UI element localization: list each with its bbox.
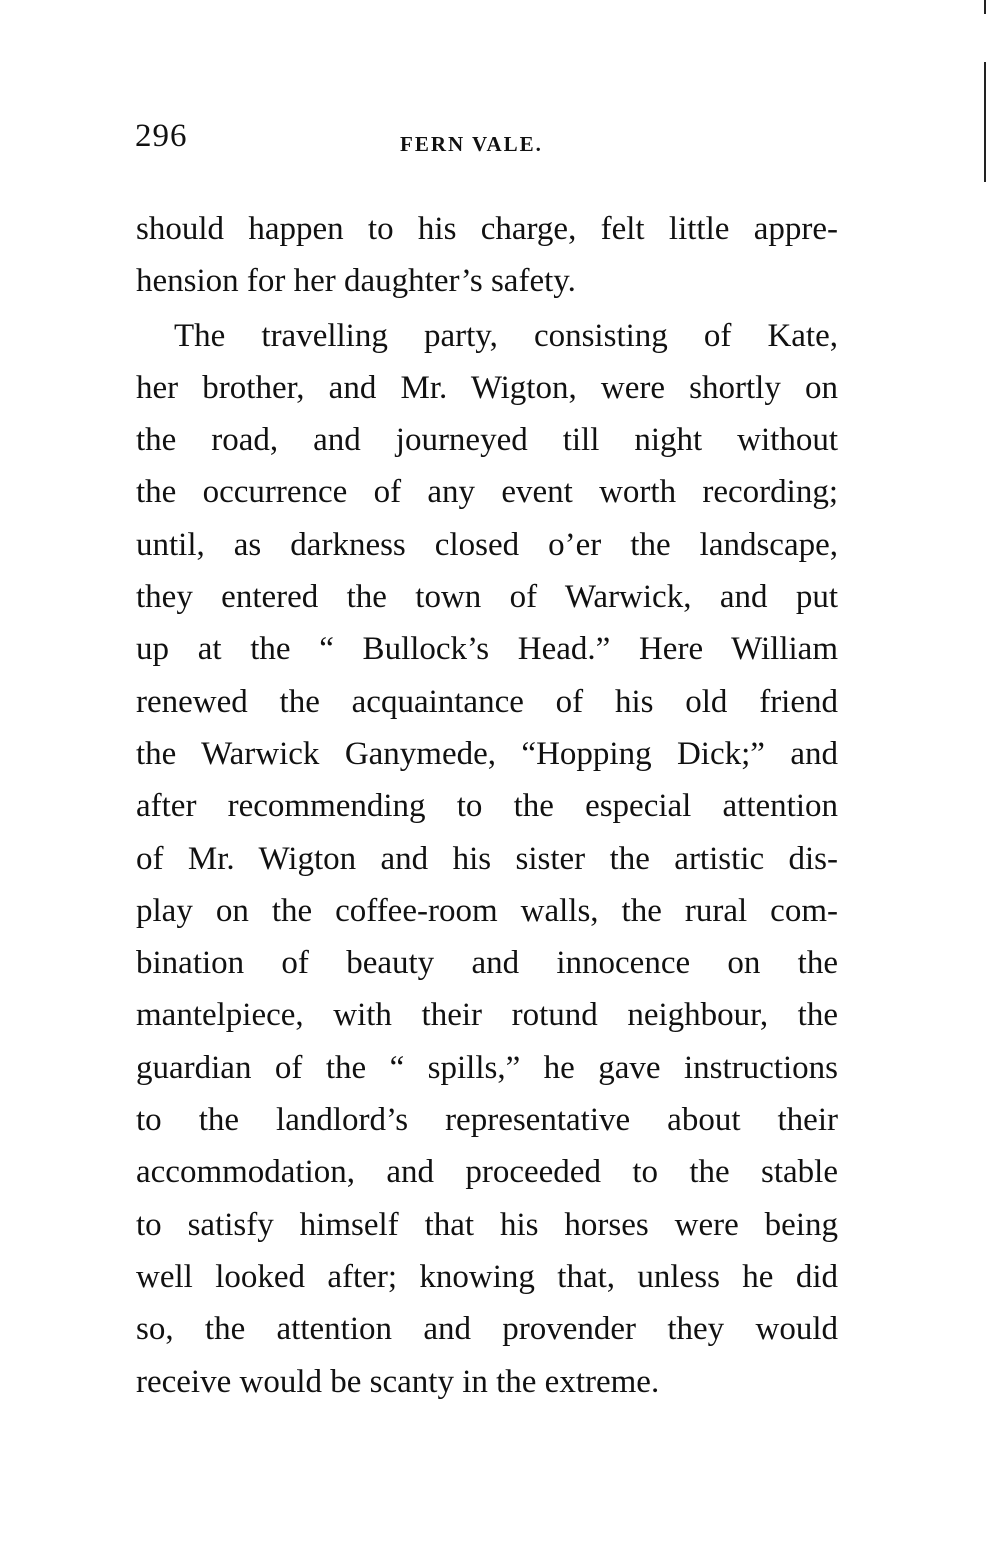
text-line: should happen to his charge, felt little appre- bbox=[136, 211, 838, 247]
text-line: they entered the town of Warwick, and put bbox=[136, 579, 838, 616]
scan-edge-mark bbox=[984, 0, 986, 14]
text-line: renewed the acquaintance of his old friend bbox=[136, 683, 838, 720]
text-line: her brother, and Mr. Wigton, were shortly on bbox=[136, 369, 838, 406]
running-head bbox=[135, 118, 835, 168]
text-line: to satisfy himself that his horses were being bbox=[136, 1206, 838, 1243]
text-line: the road, and journeyed till night without bbox=[136, 422, 838, 459]
text-line: bination of beauty and innocence on the bbox=[136, 945, 838, 982]
page-number: 296 bbox=[135, 118, 188, 154]
text-line: so, the attention and provender they would bbox=[136, 1311, 838, 1348]
text-line: up at the “ Bullock’s Head.” Here William bbox=[136, 631, 838, 668]
text-line: of Mr. Wigton and his sister the artistic dis- bbox=[136, 840, 838, 877]
text-line: the occurrence of any event worth recording; bbox=[136, 474, 838, 511]
text-line: to the landlord’s representative about their bbox=[136, 1102, 838, 1139]
paragraph-1 bbox=[136, 203, 838, 308]
running-title: FERN VALE. bbox=[400, 132, 543, 156]
text-line: accommodation, and proceeded to the stable bbox=[136, 1154, 838, 1191]
text-line: until, as darkness closed o’er the landscape, bbox=[136, 526, 838, 563]
text-line: well looked after; knowing that, unless he did bbox=[136, 1258, 838, 1295]
text-line: guardian of the “ spills,” he gave instructions bbox=[136, 1049, 838, 1086]
text-line: the Warwick Ganymede, “Hopping Dick;” and bbox=[136, 735, 838, 772]
text-line: receive would be scanty in the extreme. bbox=[136, 1363, 660, 1400]
text-line: The travelling party, consisting of Kate, bbox=[174, 317, 838, 354]
scan-edge-mark bbox=[984, 62, 986, 182]
text-line: mantelpiece, with their rotund neighbour, the bbox=[136, 997, 838, 1034]
paragraph-2 bbox=[136, 310, 838, 1408]
text-line: hension for her daughter’s safety. bbox=[136, 263, 576, 300]
body-text bbox=[136, 203, 838, 1408]
text-line: play on the coffee-room walls, the rural com- bbox=[136, 892, 838, 929]
text-line: after recommending to the especial attention bbox=[136, 788, 838, 825]
